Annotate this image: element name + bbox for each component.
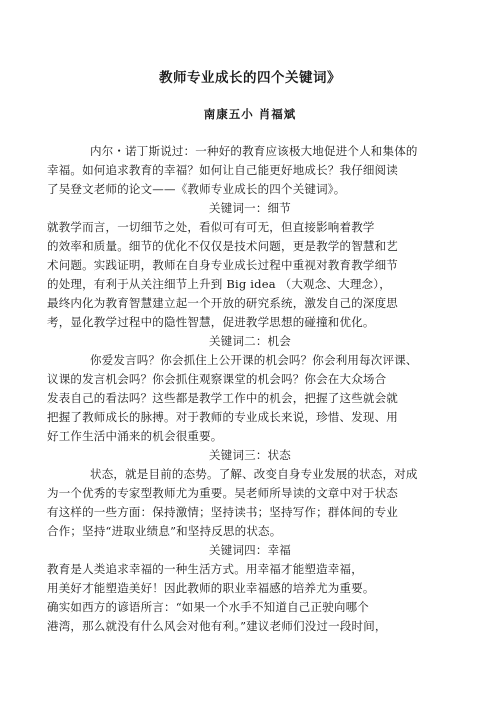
paragraph-line: 考，显化教学过程中的隐性智慧，促进教学思想的碰撞和优化。 bbox=[47, 315, 375, 329]
paragraph-line: 为一个优秀的专家型教师尤为重要。吴老师所导读的文章中对于状态 bbox=[47, 486, 398, 500]
document-author: 南康五小 肖福斌 bbox=[203, 107, 297, 121]
paragraph-line: 用美好才能塑造美好！因此教师的职业幸福感的培养尤为重要。 bbox=[47, 581, 375, 595]
section-heading: 关键词一：细节 bbox=[209, 201, 291, 215]
paragraph-line: 你爱发言吗？你会抓住上公开课的机会吗？你会利用每次评课、 bbox=[90, 353, 418, 367]
document-title: 教师专业成长的四个关键词》 bbox=[159, 70, 341, 86]
paragraph-line: 最终内化为教育智慧建立起一个开放的研究系统，激发自己的深度思 bbox=[47, 296, 398, 310]
paragraph-line: 有这样的一些方面：保持激情；坚持读书；坚持写作；群体间的专业 bbox=[47, 505, 398, 519]
paragraph-line: 好工作生活中涌来的机会很重要。 bbox=[47, 429, 223, 443]
paragraph-line: 教育是人类追求幸福的一种生活方式。用幸福才能塑造幸福， bbox=[47, 562, 363, 576]
paragraph-line: 港湾，那么就没有什么风会对他有利。”建议老师们没过一段时间， bbox=[47, 619, 387, 633]
section-heading: 关键词三：状态 bbox=[209, 448, 291, 462]
paragraph-line: 术问题。实践证明，教师在自身专业成长过程中重视对教育教学细节 bbox=[47, 258, 398, 272]
paragraph-line: 把握了教师成长的脉搏。对于教师的专业成长来说，珍惜、发现、用 bbox=[47, 410, 398, 424]
intro-line: 内尔・诺丁斯说过：一种好的教育应该极大地促进个人和集体的 bbox=[90, 144, 418, 158]
paragraph-line: 的效率和质量。细节的优化不仅仅是技术问题，更是教学的智慧和艺 bbox=[47, 239, 398, 253]
paragraph-line: 合作；坚持“进取业绩息”和坚持反思的状态。 bbox=[47, 524, 282, 538]
section-heading: 关键词四：幸福 bbox=[209, 543, 291, 557]
paragraph-line: 议课的发言机会吗？你会抓住观察课堂的机会吗？你会在大众场合 bbox=[47, 372, 387, 386]
section-heading: 关键词二：机会 bbox=[209, 334, 291, 348]
paragraph-line: 确实如西方的谚语所言：“如果一个水手不知道自己正驶向哪个 bbox=[47, 600, 369, 614]
paragraph-line: 就教学而言，一切细节之处，看似可有可无，但直接影响着教学 bbox=[47, 220, 375, 234]
paragraph-line: 发表自己的看法吗？这些都是教学工作中的机会，把握了这些就会就 bbox=[47, 391, 398, 405]
paragraph-line: 的处理，有利于从关注细节上升到 Big idea （大观念、大理念）， bbox=[47, 277, 391, 291]
intro-line: 了吴登文老师的论文——《教师专业成长的四个关键词》。 bbox=[47, 182, 346, 196]
paragraph-line: 状态，就是目前的态势。了解、改变自身专业发展的状态，对成 bbox=[90, 467, 418, 481]
intro-line: 幸福。如何追求教育的幸福？如何让自己能更好地成长？我仔细阅读 bbox=[47, 163, 398, 177]
